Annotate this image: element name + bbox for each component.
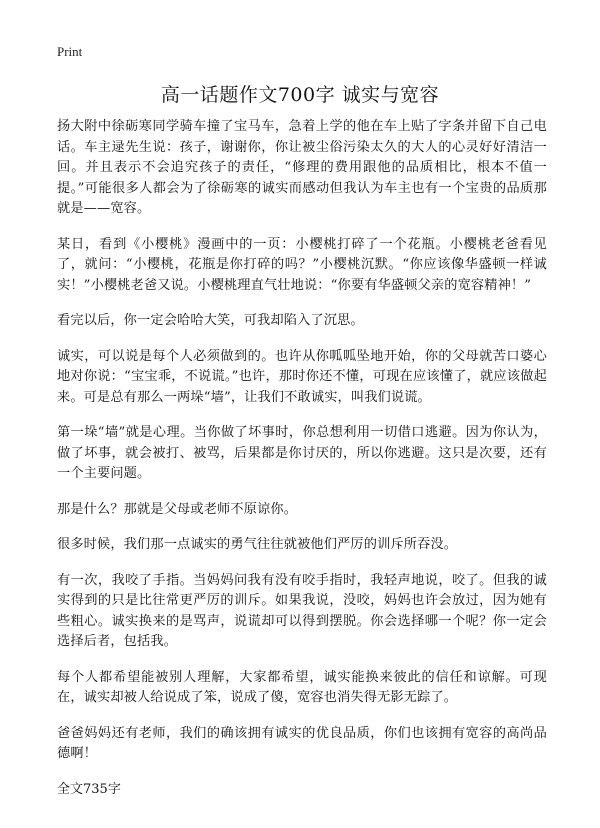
article-body: [57, 117, 547, 800]
paragraph-6: 那是什么？那就是父母或老师不原谅你。: [57, 501, 298, 517]
paragraph-7: 很多时候，我们那一点诚实的勇气往往就被他们严厉的训斥所吞没。: [57, 537, 458, 552]
paragraph-3: 看完以后，你一定会哈哈大笑，可我却陷入了沉思。: [57, 313, 364, 328]
print-link[interactable]: Print: [57, 44, 83, 59]
word-count: 全文735字: [57, 781, 121, 797]
paragraph-1: 扬大附中徐砺寒同学骑车撞了宝马车，急着上学的他在车上贴了字条并留下自己电话。车主逯先生说：孩子，谢谢你，你让被尘俗污染太久的大人的心灵好好清洁一回。并且表示不会追究孩子的责任，“修理的费用跟他的品质相比，根本不值一提。”可能很多人都会为了徐砺寒的诚实而感动但我认为车主也有一个宝贵的品质那就是——宽容。: [57, 119, 547, 216]
paragraph-9: 每个人都希望能被别人理解，大家都希望，诚实能换来彼此的信任和谅解。可现在，诚实却被人给说成了笨，说成了傻，宽容也消失得无影无踪了。: [57, 669, 547, 705]
paragraph-10: 爸爸妈妈还有老师，我们的确该拥有诚实的优良品质，你们也该拥有宽容的高尚品德啊！: [57, 725, 547, 761]
paragraph-8: 有一次，我咬了手指。当妈妈问我有没有咬手指时，我轻声地说，咬了。但我的诚实得到的只是比往常更严厉的训斥。如果我说，没咬，妈妈也许会放过，因为她有些粗心。诚实换来的是骂声，说谎却可以得到摆脱。你会选择哪一个呢？你一定会选择后者，包括我。: [57, 572, 547, 649]
paragraph-4: 诚实，可以说是每个人必须做到的。也许从你呱呱坠地开始，你的父母就苦口婆心地对你说：“宝宝乖，不说谎。”也许，那时你还不懂，可现在应该懂了，就应该做起来。可是总有那么一两垛“墙”，让我们不敢诚实，叫我们说谎。: [57, 348, 547, 405]
article-title: 高一话题作文700字 诚实与宽容: [160, 84, 440, 106]
paragraph-2: 某日，看到《小樱桃》漫画中的一页：小樱桃打碎了一个花瓶。小樱桃老爸看见了，就问：“小樱桃，花瓶是你打碎的吗？”小樱桃沉默。“你应该像华盛顿一样诚实！”小樱桃老爸又说。小樱桃理直气壮地说：“你要有华盛顿父亲的宽容精神！”: [57, 236, 547, 293]
paragraph-5: 第一垛“墙”就是心理。当你做了坏事时，你总想利用一切借口逃避。因为你认为，做了坏事，就会被打、被骂，后果都是你讨厌的，所以你逃避。这只是次要，还有一个主要问题。: [57, 425, 547, 481]
